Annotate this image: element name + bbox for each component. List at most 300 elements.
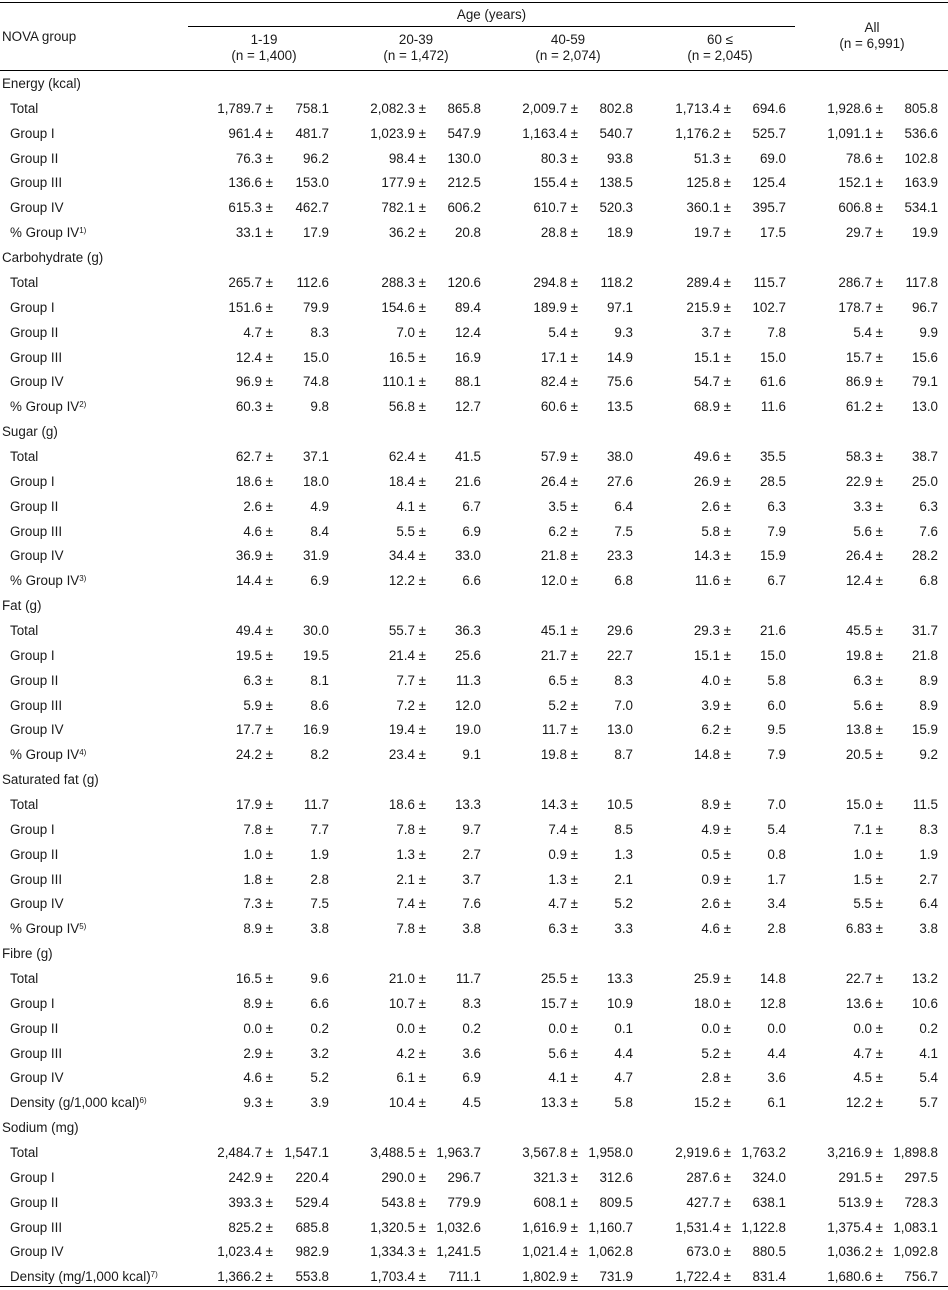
mean-value: 4.6 ± [243, 1070, 273, 1086]
sd-value: 6.8 [919, 573, 938, 589]
mean-value: 12.0 ± [540, 573, 578, 589]
mean-value: 290.0 ± [381, 1169, 426, 1185]
sd-value: 16.9 [302, 722, 329, 738]
sd-value: 8.3 [614, 672, 633, 688]
mean-value: 154.6 ± [381, 299, 426, 315]
mean-value: 15.1 ± [693, 349, 731, 365]
row-label [10, 1220, 62, 1236]
mean-value: 8.9 ± [243, 921, 273, 937]
sd-value: 805.8 [904, 100, 938, 116]
sd-value: 8.2 [310, 747, 329, 763]
sd-value: 8.9 [919, 672, 938, 688]
sd-value: 38.0 [606, 448, 633, 464]
mean-value: 3.9 ± [701, 697, 731, 713]
row-label-text: Total [10, 796, 39, 812]
mean-value: 36.2 ± [388, 225, 426, 241]
sd-value: 11.7 [455, 971, 481, 986]
mean-value: 6.2 ± [548, 523, 578, 539]
mean-value: 4.1 ± [548, 1070, 578, 1086]
mean-value: 96.9 ± [235, 374, 273, 390]
sd-value: 31.7 [911, 622, 938, 638]
mean-value: 393.3 ± [228, 1194, 273, 1210]
sd-value: 97.1 [606, 299, 633, 315]
mean-value: 1,163.4 ± [522, 125, 578, 141]
mean-value: 22.9 ± [845, 473, 883, 489]
sd-value: 1,032.6 [436, 1219, 481, 1235]
sd-value: 9.7 [462, 821, 481, 837]
sd-value: 21.8 [911, 647, 938, 663]
mean-value: 513.9 ± [838, 1194, 883, 1210]
mean-value: 14.3 ± [693, 548, 731, 564]
sd-value: 74.8 [302, 374, 329, 390]
mean-value: 152.1 ± [838, 175, 883, 191]
sd-value: 756.7 [904, 1269, 938, 1285]
mean-value: 60.6 ± [540, 399, 578, 415]
sd-value: 4.7 [614, 1070, 633, 1086]
col-header-20-39 [340, 32, 492, 64]
sd-value: 23.3 [606, 548, 633, 564]
mean-value: 21.0 ± [388, 971, 426, 986]
mean-value: 76.3 ± [235, 150, 273, 166]
sd-value: 31.9 [302, 548, 329, 564]
mean-value: 7.4 ± [396, 896, 426, 912]
mean-value: 1,334.3 ± [370, 1244, 426, 1260]
mean-value: 45.5 ± [845, 622, 883, 638]
row-label [10, 722, 64, 738]
row-label [10, 996, 55, 1012]
mean-value: 5.8 ± [701, 523, 731, 539]
row-label-text: Density (g/1,000 kcal) [10, 1095, 140, 1111]
mean-value: 1.5 ± [853, 871, 883, 887]
mean-value: 14.3 ± [540, 796, 578, 812]
mean-value: 1,928.6 ± [827, 100, 883, 116]
sd-value: 15.0 [302, 349, 329, 365]
sd-value: 7.6 [919, 523, 938, 539]
footnote-marker: 3) [79, 574, 87, 584]
sd-value: 638.1 [752, 1194, 786, 1210]
mean-value: 1,036.2 ± [827, 1244, 883, 1260]
row-label-text: % Group IV [10, 747, 80, 763]
mean-value: 10.7 ± [388, 995, 426, 1011]
sd-value: 13.3 [454, 796, 481, 812]
mean-value: 3,488.5 ± [370, 1145, 426, 1160]
mean-value: 5.5 ± [396, 523, 426, 539]
sd-value: 120.6 [447, 274, 481, 290]
row-label [10, 275, 38, 291]
mean-value: 242.9 ± [228, 1169, 273, 1185]
mean-value: 294.8 ± [533, 274, 578, 290]
mean-value: 1,616.9 ± [522, 1219, 578, 1235]
sd-value: 21.6 [454, 473, 481, 489]
sd-value: 520.3 [599, 200, 633, 216]
sd-value: 1,958.0 [588, 1145, 633, 1160]
mean-value: 4.5 ± [853, 1070, 883, 1086]
mean-value: 5.6 ± [853, 523, 883, 539]
mean-value: 1.0 ± [243, 846, 273, 862]
row-label [10, 225, 86, 241]
mean-value: 7.8 ± [396, 821, 426, 837]
sd-value: 138.5 [599, 175, 633, 191]
mean-value: 3,216.9 ± [827, 1145, 883, 1160]
mean-value: 7.3 ± [243, 896, 273, 912]
row-label [10, 548, 64, 564]
col-header-label: 60 ≤ [707, 32, 733, 47]
sd-value: 7.8 [767, 324, 786, 340]
sd-value: 15.9 [759, 548, 786, 564]
mean-value: 17.7 ± [235, 722, 273, 738]
sd-value: 395.7 [752, 200, 786, 216]
sd-value: 8.7 [614, 747, 633, 763]
mean-value: 68.9 ± [693, 399, 731, 415]
sd-value: 525.7 [752, 125, 786, 141]
mean-value: 45.1 ± [540, 622, 578, 638]
mean-value: 18.4 ± [388, 473, 426, 489]
sd-value: 4.1 [919, 1045, 938, 1061]
col-header-40-59 [492, 32, 644, 64]
col-header-n: (n = 2,074) [535, 48, 601, 63]
sd-value: 7.5 [310, 896, 329, 912]
mean-value: 610.7 ± [533, 200, 578, 216]
mean-value: 49.4 ± [235, 622, 273, 638]
mean-value: 8.9 ± [243, 995, 273, 1011]
sd-value: 8.1 [310, 672, 329, 688]
sd-value: 10.9 [606, 995, 633, 1011]
mean-value: 80.3 ± [540, 150, 578, 166]
mean-value: 62.4 ± [388, 448, 426, 464]
sd-value: 11.5 [912, 796, 938, 812]
sd-value: 5.8 [767, 672, 786, 688]
mean-value: 673.0 ± [686, 1244, 731, 1260]
mean-value: 49.6 ± [693, 448, 731, 464]
row-label [10, 747, 86, 763]
row-label-text: Group II [10, 846, 59, 862]
sd-value: 0.0 [767, 1020, 786, 1036]
mean-value: 78.6 ± [845, 150, 883, 166]
mean-value: 288.3 ± [381, 274, 426, 290]
mean-value: 4.6 ± [243, 523, 273, 539]
mean-value: 7.2 ± [396, 697, 426, 713]
section-title: Fibre (g) [2, 946, 53, 962]
row-label [10, 896, 64, 912]
mean-value: 4.7 ± [853, 1045, 883, 1061]
sd-value: 1,083.1 [893, 1219, 938, 1235]
row-label [10, 698, 62, 714]
sd-value: 462.7 [295, 200, 329, 216]
sd-value: 19.0 [454, 722, 481, 738]
sd-value: 35.5 [759, 448, 786, 464]
mean-value: 8.9 ± [701, 796, 731, 812]
mean-value: 19.7 ± [693, 225, 731, 241]
sd-value: 1,763.2 [741, 1145, 786, 1160]
sd-value: 18.9 [606, 225, 633, 241]
sd-value: 0.2 [919, 1020, 938, 1036]
row-label [10, 797, 38, 813]
sd-value: 13.0 [911, 399, 938, 415]
mean-value: 4.0 ± [701, 672, 731, 688]
sd-value: 130.0 [447, 150, 481, 166]
sd-value: 19.9 [911, 225, 938, 241]
sd-value: 17.9 [302, 225, 329, 241]
row-label-text: Group II [10, 1194, 59, 1210]
sd-value: 865.8 [447, 100, 481, 116]
mean-value: 55.7 ± [388, 622, 426, 638]
sd-value: 3.7 [462, 871, 481, 887]
row-label [10, 1170, 55, 1186]
row-label [10, 1021, 58, 1037]
mean-value: 19.8 ± [540, 747, 578, 763]
footnote-marker: 5) [79, 922, 87, 932]
mean-value: 155.4 ± [533, 175, 578, 191]
section-title: Saturated fat (g) [2, 772, 99, 788]
sd-value: 14.9 [606, 349, 633, 365]
mean-value: 136.6 ± [228, 175, 273, 191]
sd-value: 25.6 [454, 647, 481, 663]
mean-value: 3.7 ± [701, 324, 731, 340]
mean-value: 61.2 ± [845, 399, 883, 415]
row-label [10, 872, 62, 888]
mean-value: 1.3 ± [396, 846, 426, 862]
sd-value: 779.9 [447, 1194, 481, 1210]
section-title: Fat (g) [2, 598, 42, 614]
sd-value: 36.3 [454, 622, 481, 638]
mean-value: 23.4 ± [388, 747, 426, 763]
sd-value: 2.8 [767, 921, 786, 937]
mean-value: 4.7 ± [243, 324, 273, 340]
row-label [10, 474, 55, 490]
mean-value: 6.2 ± [701, 722, 731, 738]
row-label-text: Total [10, 1145, 39, 1160]
mean-value: 7.7 ± [396, 672, 426, 688]
sd-value: 6.6 [462, 573, 481, 589]
mean-value: 1,789.7 ± [217, 100, 273, 116]
mean-value: 18.6 ± [388, 796, 426, 812]
mean-value: 5.5 ± [853, 896, 883, 912]
row-label-text: Group III [10, 1219, 63, 1235]
mean-value: 189.9 ± [533, 299, 578, 315]
mean-value: 286.7 ± [838, 274, 883, 290]
col-header-n: (n = 2,045) [687, 48, 753, 63]
sd-value: 6.9 [462, 523, 481, 539]
sd-value: 102.7 [752, 299, 786, 315]
mean-value: 782.1 ± [381, 200, 426, 216]
sd-value: 547.9 [447, 125, 481, 141]
mean-value: 5.6 ± [853, 697, 883, 713]
mean-value: 24.2 ± [235, 747, 273, 763]
row-label-text: Group III [10, 1045, 63, 1061]
sd-value: 1,122.8 [741, 1219, 786, 1235]
sd-value: 10.5 [606, 796, 633, 812]
sd-value: 1,963.7 [436, 1145, 481, 1160]
row-label-text: Group II [10, 324, 59, 340]
mean-value: 29.7 ± [845, 225, 883, 241]
row-label [10, 350, 62, 366]
mean-value: 12.2 ± [388, 573, 426, 589]
mean-value: 1,722.4 ± [675, 1269, 731, 1285]
sd-value: 5.8 [614, 1095, 633, 1111]
sd-value: 880.5 [752, 1244, 786, 1260]
row-label [10, 1244, 64, 1260]
row-label [10, 573, 86, 589]
mean-value: 12.2 ± [845, 1095, 883, 1111]
row-label-text: Group IV [10, 1070, 64, 1086]
sd-value: 5.4 [919, 1070, 938, 1086]
mean-value: 2,009.7 ± [522, 100, 578, 116]
sd-value: 534.1 [904, 200, 938, 216]
sd-value: 153.0 [295, 175, 329, 191]
mean-value: 215.9 ± [686, 299, 731, 315]
mean-value: 9.3 ± [243, 1095, 273, 1111]
col-header-label: 40-59 [550, 32, 586, 47]
sd-value: 20.8 [454, 225, 481, 241]
mean-value: 543.8 ± [381, 1194, 426, 1210]
mean-value: 58.3 ± [845, 448, 883, 464]
mean-value: 5.4 ± [853, 324, 883, 340]
sd-value: 25.0 [911, 473, 938, 489]
sd-value: 536.6 [904, 125, 938, 141]
mean-value: 28.8 ± [540, 225, 578, 241]
sd-value: 3.8 [310, 921, 329, 937]
mean-value: 6.83 ± [845, 921, 883, 937]
sd-value: 7.7 [310, 821, 329, 837]
sd-value: 6.7 [462, 498, 481, 514]
sd-value: 4.4 [767, 1045, 786, 1061]
mean-value: 25.5 ± [540, 971, 578, 986]
row-label [10, 524, 62, 540]
sd-value: 6.0 [767, 697, 786, 713]
col-header-n: (n = 6,991) [839, 36, 905, 51]
mean-value: 16.5 ± [235, 971, 273, 986]
row-label-text: Group II [10, 150, 59, 166]
sd-value: 1,241.5 [436, 1244, 481, 1260]
sd-value: 3.9 [310, 1095, 329, 1111]
mean-value: 3,567.8 ± [522, 1145, 578, 1160]
sd-value: 163.9 [904, 175, 938, 191]
sd-value: 6.3 [919, 498, 938, 514]
mean-value: 21.4 ± [388, 647, 426, 663]
mean-value: 57.9 ± [540, 448, 578, 464]
mean-value: 86.9 ± [845, 374, 883, 390]
mean-value: 287.6 ± [686, 1169, 731, 1185]
age-group-rule [188, 26, 795, 27]
mean-value: 15.0 ± [845, 796, 883, 812]
mean-value: 62.7 ± [235, 448, 273, 464]
row-label [10, 1195, 58, 1211]
footnote-marker: 7) [150, 1270, 158, 1280]
col-header-label: 20-39 [398, 32, 434, 47]
mean-value: 0.0 ± [243, 1020, 273, 1036]
sd-value: 93.8 [606, 150, 633, 166]
row-label-text: Group I [10, 821, 55, 837]
mean-value: 1.8 ± [243, 871, 273, 887]
mean-value: 6.1 ± [396, 1070, 426, 1086]
sd-value: 1.3 [614, 846, 633, 862]
row-label-text: % Group IV [10, 225, 80, 241]
sd-value: 18.0 [302, 473, 329, 489]
header-bottom-rule [0, 70, 948, 71]
row-label-text: Group IV [10, 722, 64, 738]
row-label-text: Group III [10, 697, 63, 713]
row-label [10, 300, 55, 316]
col-header-60-plus [644, 32, 796, 64]
sd-value: 2.1 [614, 871, 633, 887]
row-label-text: Density (mg/1,000 kcal) [10, 1269, 151, 1285]
mean-value: 18.0 ± [693, 995, 731, 1011]
mean-value: 1,375.4 ± [827, 1219, 883, 1235]
sd-value: 481.7 [295, 125, 329, 141]
mean-value: 4.6 ± [701, 921, 731, 937]
sd-value: 12.4 [454, 324, 481, 340]
sd-value: 15.0 [759, 647, 786, 663]
sd-value: 33.0 [454, 548, 481, 564]
mean-value: 2.8 ± [701, 1070, 731, 1086]
mean-value: 291.5 ± [838, 1169, 883, 1185]
sd-value: 12.7 [454, 399, 481, 415]
sd-value: 13.2 [911, 971, 938, 986]
mean-value: 2.6 ± [701, 498, 731, 514]
mean-value: 16.5 ± [388, 349, 426, 365]
sd-value: 4.9 [310, 498, 329, 514]
mean-value: 0.0 ± [701, 1020, 731, 1036]
mean-value: 6.3 ± [853, 672, 883, 688]
bottom-rule [0, 1286, 948, 1287]
mean-value: 110.1 ± [382, 374, 426, 390]
sd-value: 9.5 [767, 722, 786, 738]
sd-value: 11.7 [303, 796, 329, 812]
row-label [10, 374, 64, 390]
row-label-text: Group III [10, 871, 63, 887]
row-label-text: Group I [10, 125, 55, 141]
mean-value: 360.1 ± [686, 200, 731, 216]
row-label-text: Group III [10, 175, 63, 191]
mean-value: 3.5 ± [548, 498, 578, 514]
sd-value: 694.6 [752, 100, 786, 116]
mean-value: 1.3 ± [548, 871, 578, 887]
row-label [10, 151, 58, 167]
mean-value: 5.4 ± [548, 324, 578, 340]
mean-value: 0.0 ± [853, 1020, 883, 1036]
sd-value: 96.7 [911, 299, 938, 315]
sd-value: 9.3 [614, 324, 633, 340]
sd-value: 8.9 [919, 697, 938, 713]
mean-value: 0.9 ± [548, 846, 578, 862]
mean-value: 36.9 ± [235, 548, 273, 564]
mean-value: 15.2 ± [693, 1095, 731, 1111]
sd-value: 8.5 [614, 821, 633, 837]
sd-value: 8.3 [462, 995, 481, 1011]
mean-value: 82.4 ± [540, 374, 578, 390]
mean-value: 11.6 ± [694, 573, 731, 589]
mean-value: 1,023.9 ± [370, 125, 426, 141]
sd-value: 5.4 [767, 821, 786, 837]
sd-value: 220.4 [295, 1169, 329, 1185]
mean-value: 606.8 ± [838, 200, 883, 216]
row-label-text: Group II [10, 672, 59, 688]
row-label [10, 1046, 62, 1062]
mean-value: 6.3 ± [243, 672, 273, 688]
mean-value: 1,531.4 ± [675, 1219, 731, 1235]
section-title: Sodium (mg) [2, 1120, 79, 1136]
row-label [10, 175, 62, 191]
col-header-n: (n = 1,400) [231, 48, 297, 63]
sd-value: 8.3 [310, 324, 329, 340]
sd-value: 12.8 [759, 995, 786, 1011]
row-label-text: Group I [10, 299, 55, 315]
sd-value: 3.6 [462, 1045, 481, 1061]
sd-value: 19.5 [302, 647, 329, 663]
mean-value: 26.4 ± [540, 473, 578, 489]
mean-value: 13.6 ± [845, 995, 883, 1011]
sd-value: 9.1 [462, 747, 481, 763]
